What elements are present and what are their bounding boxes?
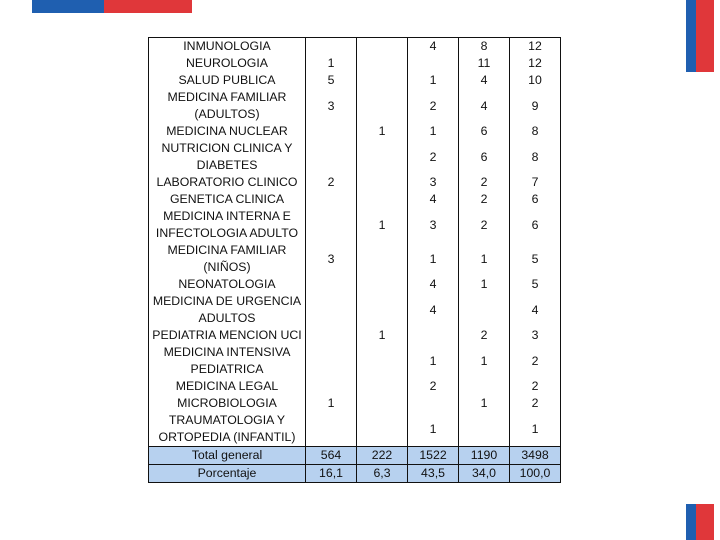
cell-col-5: 7 — [510, 174, 561, 191]
specialty-name — [149, 123, 306, 140]
cell-col-2: 1 — [357, 208, 408, 242]
cell-col-1: 2 — [306, 174, 357, 191]
cell-col-3: 3 — [408, 208, 459, 242]
cell-col-5: 8 — [510, 123, 561, 140]
cell-col-3: 1 — [408, 344, 459, 378]
cell-col-1: 5 — [306, 72, 357, 89]
cell-col-5: 6 — [510, 191, 561, 208]
cell-col-2 — [357, 38, 408, 56]
percentage-row — [149, 465, 561, 483]
table-row — [149, 412, 561, 447]
cell-col-2 — [357, 140, 408, 174]
total-row-col-5: 3498 — [510, 447, 561, 465]
decor-bar-red-right — [696, 0, 714, 72]
specialty-name — [149, 395, 306, 412]
cell-col-4: 1 — [459, 276, 510, 293]
cell-col-3: 3 — [408, 174, 459, 191]
cell-col-3: 4 — [408, 276, 459, 293]
table-row — [149, 38, 561, 56]
cell-col-3: 4 — [408, 191, 459, 208]
cell-col-3: 4 — [408, 293, 459, 327]
cell-col-1 — [306, 191, 357, 208]
cell-col-4 — [459, 378, 510, 395]
specialty-name-line: PEDIATRIA MENCION UCI — [152, 328, 302, 342]
specialty-name-line: DIABETES — [196, 158, 258, 172]
specialty-name-line: MEDICINA LEGAL — [175, 379, 279, 393]
table-row — [149, 123, 561, 140]
table-row — [149, 276, 561, 293]
cell-col-5: 2 — [510, 395, 561, 412]
specialty-name-line: MEDICINA FAMILIAR — [167, 90, 287, 104]
specialty-name — [149, 344, 306, 378]
cell-col-4: 1 — [459, 344, 510, 378]
cell-col-1: 3 — [306, 242, 357, 276]
cell-col-4: 4 — [459, 72, 510, 89]
specialty-name-line: NEONATOLOGIA — [178, 277, 276, 291]
decor-bar-blue-top — [32, 0, 104, 13]
decor-bar-blue-right — [686, 0, 696, 72]
specialty-name — [149, 55, 306, 72]
cell-col-2 — [357, 378, 408, 395]
percentage-row-col-5: 100,0 — [510, 465, 561, 483]
cell-col-4: 2 — [459, 174, 510, 191]
specialty-name-line: PEDIATRICA — [190, 362, 264, 376]
cell-col-1: 1 — [306, 55, 357, 72]
cell-col-3: 4 — [408, 38, 459, 56]
cell-col-4: 2 — [459, 208, 510, 242]
cell-col-2: 1 — [357, 123, 408, 140]
cell-col-2 — [357, 242, 408, 276]
cell-col-3: 2 — [408, 140, 459, 174]
decor-bar-red-top — [104, 0, 192, 13]
cell-col-3: 2 — [408, 89, 459, 123]
cell-col-4: 6 — [459, 123, 510, 140]
total-row-col-3: 1522 — [408, 447, 459, 465]
cell-col-3: 1 — [408, 123, 459, 140]
cell-col-4 — [459, 293, 510, 327]
cell-col-2 — [357, 174, 408, 191]
specialty-name-line: INFECTOLOGIA ADULTO — [155, 226, 299, 240]
cell-col-4: 2 — [459, 327, 510, 344]
specialty-name — [149, 191, 306, 208]
total-row-col-4: 1190 — [459, 447, 510, 465]
cell-col-3: 1 — [408, 72, 459, 89]
table-row — [149, 242, 561, 276]
table-row — [149, 191, 561, 208]
cell-col-5: 5 — [510, 276, 561, 293]
cell-col-4: 6 — [459, 140, 510, 174]
cell-col-4: 1 — [459, 242, 510, 276]
specialty-name-line: MEDICINA NUCLEAR — [166, 124, 288, 138]
cell-col-5: 12 — [510, 38, 561, 56]
specialty-name-line: MEDICINA FAMILIAR — [167, 243, 287, 257]
percentage-row-col-1: 16,1 — [306, 465, 357, 483]
cell-col-5: 3 — [510, 327, 561, 344]
table-row — [149, 327, 561, 344]
percentage-row-col-2: 6,3 — [357, 465, 408, 483]
cell-col-1 — [306, 327, 357, 344]
specialty-name — [149, 89, 306, 123]
cell-col-2 — [357, 72, 408, 89]
cell-col-2 — [357, 293, 408, 327]
total-row-label: Total general — [149, 447, 306, 465]
cell-col-3: 2 — [408, 378, 459, 395]
table-row — [149, 378, 561, 395]
table-row — [149, 72, 561, 89]
cell-col-1 — [306, 412, 357, 447]
table-row — [149, 140, 561, 174]
cell-col-3 — [408, 55, 459, 72]
cell-col-1 — [306, 140, 357, 174]
total-row-col-2: 222 — [357, 447, 408, 465]
total-row — [149, 447, 561, 465]
specialty-name-line: SALUD PUBLICA — [178, 73, 276, 87]
specialty-name-line: MEDICINA DE URGENCIA — [152, 294, 302, 308]
decor-bar-red-bottom-right — [696, 504, 714, 540]
cell-col-2 — [357, 55, 408, 72]
decor-bar-blue-bottom-right — [686, 504, 696, 540]
cell-col-5: 8 — [510, 140, 561, 174]
specialty-name — [149, 140, 306, 174]
cell-col-5: 4 — [510, 293, 561, 327]
cell-col-4: 11 — [459, 55, 510, 72]
cell-col-2 — [357, 344, 408, 378]
cell-col-5: 2 — [510, 378, 561, 395]
percentage-row-col-4: 34,0 — [459, 465, 510, 483]
cell-col-5: 6 — [510, 208, 561, 242]
cell-col-5: 9 — [510, 89, 561, 123]
cell-col-1 — [306, 378, 357, 395]
cell-col-2 — [357, 276, 408, 293]
table-row — [149, 174, 561, 191]
specialty-name — [149, 412, 306, 447]
cell-col-2 — [357, 395, 408, 412]
cell-col-2 — [357, 191, 408, 208]
total-row-col-1: 564 — [306, 447, 357, 465]
cell-col-3 — [408, 395, 459, 412]
cell-col-5: 12 — [510, 55, 561, 72]
specialty-name-line: GENETICA CLINICA — [169, 192, 285, 206]
specialty-name-line: TRAUMATOLOGIA Y — [168, 413, 286, 427]
percentage-row-col-3: 43,5 — [408, 465, 459, 483]
specialty-name-line: MICROBIOLOGIA — [177, 396, 277, 410]
cell-col-3: 1 — [408, 412, 459, 447]
specialty-name — [149, 72, 306, 89]
cell-col-3 — [408, 327, 459, 344]
cell-col-1: 1 — [306, 395, 357, 412]
cell-col-5: 1 — [510, 412, 561, 447]
table-row — [149, 344, 561, 378]
cell-col-1 — [306, 208, 357, 242]
cell-col-5: 2 — [510, 344, 561, 378]
specialty-name-line: LABORATORIO CLINICO — [156, 175, 298, 189]
specialty-name-line: NEUROLOGIA — [186, 56, 268, 70]
specialty-name-line: (NIÑOS) — [203, 260, 251, 274]
cell-col-4: 2 — [459, 191, 510, 208]
specialty-name-line: MEDICINA INTERNA E — [163, 209, 291, 223]
specialty-name — [149, 327, 306, 344]
cell-col-4 — [459, 412, 510, 447]
cell-col-1 — [306, 123, 357, 140]
cell-col-1 — [306, 293, 357, 327]
specialty-name — [149, 293, 306, 327]
specialty-name-line: ADULTOS — [198, 311, 256, 325]
cell-col-2 — [357, 412, 408, 447]
specialty-table-body — [149, 38, 561, 483]
cell-col-2: 1 — [357, 327, 408, 344]
table-row — [149, 55, 561, 72]
table-row — [149, 293, 561, 327]
cell-col-4: 1 — [459, 395, 510, 412]
cell-col-1 — [306, 344, 357, 378]
table-row — [149, 89, 561, 123]
specialty-name-line: INMUNOLOGIA — [183, 39, 271, 53]
specialty-name-line: ORTOPEDIA (INFANTIL) — [158, 430, 296, 444]
specialty-name — [149, 38, 306, 56]
specialty-table — [148, 37, 561, 483]
cell-col-5: 10 — [510, 72, 561, 89]
specialty-name — [149, 208, 306, 242]
cell-col-1: 3 — [306, 89, 357, 123]
cell-col-4: 8 — [459, 38, 510, 56]
specialty-name — [149, 174, 306, 191]
percentage-row-label: Porcentaje — [149, 465, 306, 483]
cell-col-4: 4 — [459, 89, 510, 123]
cell-col-1 — [306, 276, 357, 293]
table-row — [149, 395, 561, 412]
specialty-name-line: NUTRICION CLINICA Y — [161, 141, 293, 155]
cell-col-5: 5 — [510, 242, 561, 276]
specialty-name — [149, 242, 306, 276]
cell-col-3: 1 — [408, 242, 459, 276]
specialty-name — [149, 378, 306, 395]
cell-col-2 — [357, 89, 408, 123]
specialty-name-line: MEDICINA INTENSIVA — [163, 345, 291, 359]
cell-col-1 — [306, 38, 357, 56]
table-row — [149, 208, 561, 242]
specialty-name — [149, 276, 306, 293]
specialty-name-line: (ADULTOS) — [194, 107, 260, 121]
